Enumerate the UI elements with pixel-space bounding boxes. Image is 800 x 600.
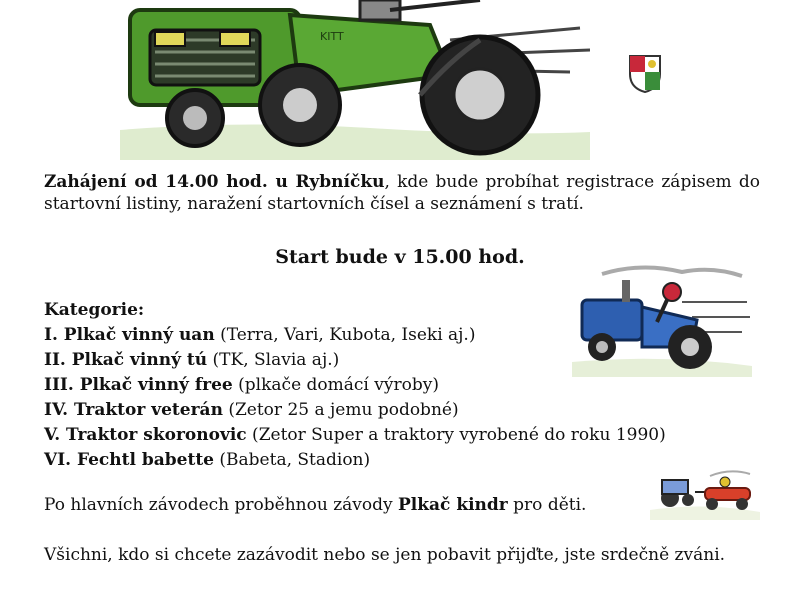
- green-tractor-illustration: [120, 0, 590, 160]
- intro-paragraph: [44, 171, 760, 215]
- closing-paragraph: Všichni, kdo si chcete zazávodit nebo se jen pobavit přijďte, jste srdečně zváni.: [44, 545, 726, 565]
- categories-list: [44, 298, 764, 473]
- category-item: V. Traktor skoronovic (Zetor Super a traktory vyrobené do roku 1990): [44, 425, 666, 445]
- kids-races-paragraph: Po hlavních závodech proběhnou závody Plkač kindr pro děti.: [44, 495, 587, 515]
- kids-race-name: Plkač kindr: [398, 495, 508, 515]
- start-time-heading: Start bude v 15.00 hod.: [275, 246, 525, 268]
- intro-lead: Zahájení od 14.00 hod. u Rybníčku: [44, 172, 385, 192]
- category-item: IV. Traktor veterán (Zetor 25 a jemu podobné): [44, 400, 459, 420]
- category-item: I. Plkač vinný uan (Terra, Vari, Kubota, Iseki aj.): [44, 325, 476, 345]
- category-item: VI. Fechtl babette (Babeta, Stadion): [44, 450, 371, 470]
- category-item: III. Plkač vinný free (plkače domácí výroby): [44, 375, 439, 395]
- category-item: II. Plkač vinný tú (TK, Slavia aj.): [44, 350, 340, 370]
- tractor-label: KITT: [320, 30, 344, 43]
- town-coat-of-arms-icon: [628, 52, 662, 94]
- categories-title: Kategorie:: [44, 300, 145, 320]
- intro-rest: , kde bude probíhat registrace zápisem do startovní listiny, naražení startovních čísel a seznámení s tratí.: [44, 172, 760, 214]
